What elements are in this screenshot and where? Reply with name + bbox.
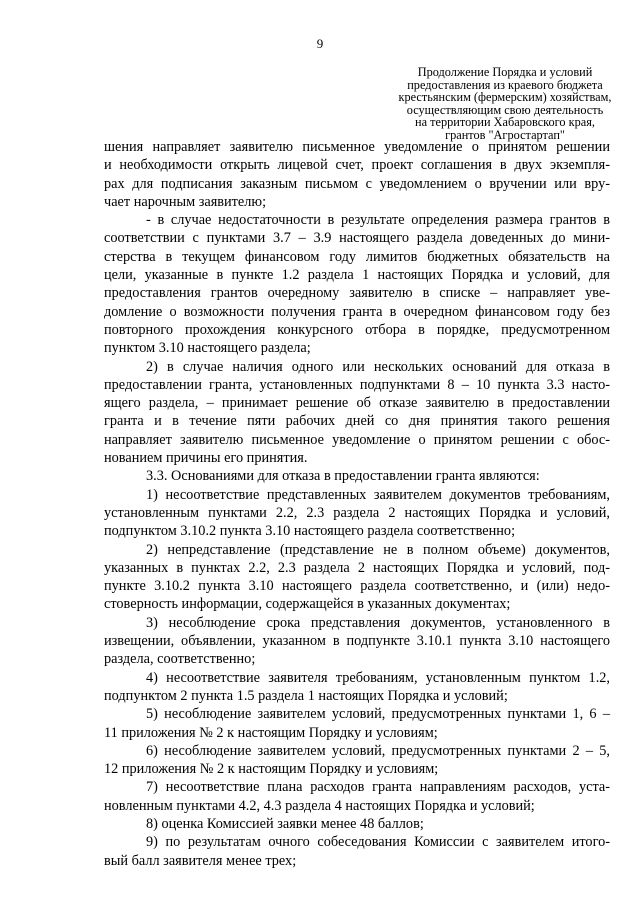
text-line: шения направляет заявителю письменное уведомление о принятом решении <box>104 139 610 155</box>
paragraph <box>104 138 610 211</box>
paragraph <box>104 815 610 833</box>
paragraph <box>104 358 610 468</box>
paragraph <box>104 742 610 779</box>
paragraph <box>104 778 610 815</box>
text-line: нованием причины его принятия. <box>104 450 308 467</box>
text-line: 7) несоответствие плана расходов гранта направлениям расходов, уста- <box>146 779 610 796</box>
text-line: вый балл заявителя менее трех; <box>104 852 297 869</box>
text-line: указанных в пунктах 2.2, 2.3 раздела 2 настоящих Порядка и условий, под- <box>104 559 610 576</box>
text-line: установленным пунктами 2.2, 2.3 раздела 2 настоящих Порядка и условий, <box>104 504 610 521</box>
text-line: 6) несоблюдение заявителем условий, предусмотренных пунктами 2 – 5, <box>146 742 610 759</box>
text-line: подпунктом 3.10.2 пункта 3.10 настоящего раздела соответственно; <box>104 523 516 540</box>
text-line: подпунктом 2 пункта 1.5 раздела 1 настоящих Порядка и условий; <box>104 687 508 704</box>
header-line: Продолжение Порядка и условий <box>417 65 593 79</box>
header-line: на территории Хабаровского края, <box>415 115 595 129</box>
text-line: раздела, соответственно; <box>104 651 256 668</box>
paragraph <box>104 833 610 870</box>
text-line: ящего раздела, – принимает решение об отказе заявителю в предоставлении <box>104 395 610 412</box>
header-line: предоставления из краевого бюджета <box>407 77 603 92</box>
text-line: - в случае недостаточности в результате определения размера грантов в <box>146 212 610 229</box>
text-line: пункте 3.10.2 пункта 3.10 настоящего раздела соответственно, и (или) недо- <box>104 578 610 595</box>
header-line: крестьянским (фермерским) хозяйствам, <box>398 90 612 104</box>
paragraph <box>104 211 610 357</box>
text-line: 5) несоблюдение заявителем условий, предусмотренных пунктами 1, 6 – <box>146 706 610 723</box>
text-line: новленным пунктами 4.2, 4.3 раздела 4 настоящих Порядка и условий; <box>104 797 535 814</box>
text-line: повторного прохождения конкурсного отбора в порядке, предусмотренном <box>104 321 610 338</box>
text-line: 2) непредставление (представление не в полном объеме) документов, <box>146 541 610 558</box>
text-line: стоверность информации, содержащейся в указанных документах; <box>104 596 511 613</box>
text-line: извещении, объявлении, указанном в подпункте 3.10.1 пункта 3.10 настоящего <box>104 633 610 650</box>
text-line: чает нарочным заявителю; <box>104 193 267 210</box>
header-line: осуществляющим свою деятельность <box>406 102 604 117</box>
text-line: домление о возможности получения гранта в очередном финансовом году без <box>104 303 610 320</box>
paragraph <box>104 614 610 669</box>
paragraph <box>104 541 610 614</box>
text-line: гранта и в течение пяти рабочих дней со дня принятия такого решения <box>104 413 610 430</box>
paragraph <box>104 669 610 706</box>
header-line: грантов "Агростартап" <box>445 127 565 142</box>
text-line: 12 приложения № 2 к настоящим Порядку и условиям; <box>104 761 439 778</box>
text-line: предоставления грантов очередному заявителю в списке – направляет уве- <box>104 285 610 302</box>
text-line: рах для подписания заказным письмом с уведомлением о вручении или вру- <box>104 175 610 192</box>
text-line: 1) несоответствие представленных заявителем документов требованиям, <box>146 486 610 503</box>
paragraph <box>104 705 610 742</box>
text-line: 4) несоответствие заявителя требованиям, установленным пунктом 1.2, <box>146 669 610 686</box>
text-line: 3.3. Основаниями для отказа в предоставлении гранта являются: <box>146 468 540 485</box>
text-line: и необходимости открыть лицевой счет, проект соглашения в двух экземпля- <box>104 157 610 174</box>
text-line: цели, указанные в пункте 1.2 раздела 1 настоящих Порядка и условий, для <box>104 267 610 284</box>
text-line: направляет заявителю письменное уведомление о принятом решении с обос- <box>104 431 610 448</box>
paragraph <box>104 486 610 541</box>
document-body <box>104 138 610 870</box>
text-line: соответствии с пунктами 3.7 – 3.9 настоящего раздела доведенных до мини- <box>104 230 610 247</box>
running-header <box>370 66 640 141</box>
text-line: пунктом 3.10 настоящего раздела; <box>104 340 311 357</box>
page-number: 9 <box>316 36 324 51</box>
text-line: 2) в случае наличия одного или нескольких оснований для отказа в <box>146 358 610 375</box>
text-line: 3) несоблюдение срока представления документов, установленного в <box>146 614 610 631</box>
text-line: предоставлении гранта, установленных подпунктами 8 – 10 пункта 3.3 насто- <box>104 376 610 393</box>
text-line: 8) оценка Комиссией заявки менее 48 баллов; <box>146 815 424 832</box>
paragraph <box>104 467 610 485</box>
text-line: 11 приложения № 2 к настоящим Порядку и условиям; <box>104 724 438 741</box>
text-line: 9) по результатам очного собеседования Комиссии с заявителем итого- <box>146 834 610 851</box>
text-line: стерства в текущем финансовом году лимитов бюджетных обязательств на <box>104 248 610 265</box>
